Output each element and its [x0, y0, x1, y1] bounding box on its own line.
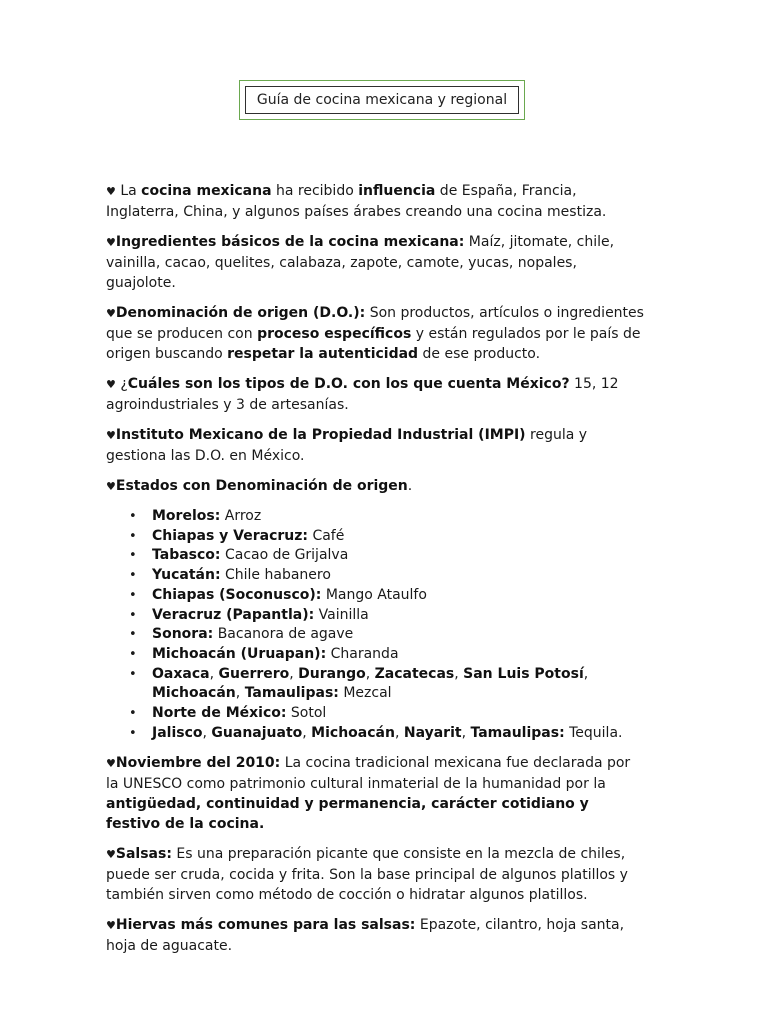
paragraph	[106, 232, 646, 293]
bold-text: antigüedad, continuidad y permanencia, carácter cotidiano y festivo de la cocina.	[106, 796, 589, 833]
list-item	[106, 665, 646, 704]
text: Arroz	[220, 508, 262, 524]
bold-text: Tamaulipas:	[470, 724, 565, 741]
paragraph	[106, 476, 646, 497]
bold-text: Chiapas (Soconusco):	[152, 586, 322, 603]
list-item	[106, 546, 646, 566]
bullet-icon: •	[129, 548, 137, 564]
text: Cacao de Grijalva	[220, 547, 349, 564]
heart-icon: ♥	[106, 919, 116, 933]
bold-text: Morelos:	[152, 508, 221, 524]
text: Epazote, cilantro, hoja santa, hoja de aguacate.	[106, 917, 625, 955]
bold-text: Yucatán:	[152, 567, 221, 584]
bullet-icon: •	[129, 607, 137, 623]
bold-text: Salsas:	[115, 846, 172, 863]
paragraph	[106, 374, 646, 415]
text: ,	[461, 724, 471, 741]
bold-text: Tabasco:	[152, 547, 221, 564]
text: 15, 12 agroindustriales y 3 de artesanías.	[106, 376, 619, 413]
text: ,	[202, 724, 212, 741]
bold-text: Ingredientes básicos de la cocina mexicana:	[115, 234, 465, 250]
list-item	[106, 586, 646, 606]
list-item	[106, 704, 646, 724]
bold-text: Noviembre del 2010:	[115, 755, 281, 772]
heart-icon: ♥	[106, 429, 116, 442]
text: ,	[289, 665, 299, 682]
bold-text: Sonora:	[152, 626, 214, 643]
bold-text: influencia	[358, 183, 436, 199]
paragraph	[106, 181, 646, 222]
text: ,	[583, 665, 589, 682]
text: ,	[365, 665, 375, 682]
bold-text: Denominación de origen (D.O.):	[115, 305, 366, 321]
bold-text: San Luis Potosí	[463, 665, 584, 682]
bold-text: Cuáles son los tipos de D.O. con los que cuenta México?	[127, 376, 570, 392]
text: Vainilla	[314, 606, 369, 623]
text: Chile habanero	[220, 567, 331, 584]
bold-text: Michoacán (Uruapan):	[152, 645, 327, 662]
list-item	[106, 507, 646, 527]
bold-text: Michoacán	[152, 685, 236, 702]
paragraph	[106, 753, 646, 834]
text: ha recibido	[271, 183, 359, 199]
text: de ese producto.	[418, 346, 541, 362]
text: La cocina tradicional mexicana fue declarada por la UNESCO como patrimonio cultural inmaterial de la humanidad por la	[106, 755, 631, 793]
bullet-icon: •	[129, 627, 137, 643]
text: Charanda	[326, 645, 399, 662]
text: Son productos, artículos o ingredientes que se producen con	[106, 305, 644, 342]
text: Bacanora de agave	[213, 626, 354, 643]
closing-paragraphs	[106, 753, 646, 956]
list-item	[106, 724, 646, 744]
bold-text: Hiervas más comunes para las salsas:	[115, 917, 416, 934]
paragraph	[106, 915, 646, 956]
bullet-icon: •	[129, 666, 137, 682]
bold-text: Estados con Denominación de origen	[115, 478, 408, 494]
heart-icon: ♥	[106, 236, 116, 249]
bold-text: Michoacán	[311, 724, 395, 741]
bullet-icon: •	[129, 528, 137, 544]
text: .	[407, 478, 413, 494]
text: y están regulados por le país de origen buscando	[106, 326, 641, 362]
bullet-icon: •	[129, 568, 137, 584]
list-item	[106, 606, 646, 626]
bold-text: Guerrero	[218, 665, 290, 682]
bullet-icon: •	[129, 725, 137, 741]
text: Maíz, jitomate, chile, vainilla, cacao, quelites, calabaza, zapote, camote, yucas, nopales, guajolote.	[106, 234, 615, 291]
text: Sotol	[286, 705, 327, 722]
bold-text: respetar la autenticidad	[227, 346, 419, 362]
text: ,	[394, 724, 404, 741]
paragraph	[106, 844, 646, 905]
list-item	[106, 566, 646, 586]
list-item	[106, 625, 646, 645]
text: Mango Ataulfo	[321, 586, 427, 603]
bold-text: Chiapas y Veracruz:	[152, 527, 308, 544]
bold-text: Instituto Mexicano de la Propiedad Industrial (IMPI)	[115, 427, 526, 443]
bullet-icon: •	[129, 587, 137, 603]
text: Es una preparación picante que consiste en la mezcla de chiles, puede ser cruda, cocida y frita. Son la base principal de algunos platillos y también sirven como método de cocción o hidratar algunos platillos.	[106, 846, 628, 904]
text: Café	[308, 527, 345, 544]
intro-paragraphs	[106, 181, 646, 497]
heart-icon: ♥	[106, 307, 116, 320]
text: La	[120, 183, 142, 199]
text: Mezcal	[338, 685, 392, 702]
list-item	[106, 527, 646, 547]
bold-text: Durango	[298, 665, 366, 682]
text: de España, Francia, Inglaterra, China, y algunos países árabes creando una cocina mestiza.	[106, 183, 607, 220]
text: regula y gestiona las D.O. en México.	[106, 427, 588, 464]
text: ,	[209, 665, 219, 682]
text: Tequila.	[564, 724, 623, 741]
bullet-icon: •	[129, 706, 137, 722]
bullet-icon: •	[129, 646, 137, 662]
heart-icon: ♥	[106, 757, 116, 771]
bold-text: cocina mexicana	[141, 183, 272, 199]
heart-icon: ♥	[106, 185, 116, 198]
bold-text: proceso específicos	[257, 326, 412, 342]
heart-icon: ♥	[106, 848, 116, 862]
bullet-icon: •	[129, 509, 137, 524]
bold-text: Norte de México:	[152, 705, 287, 722]
title-frame	[239, 80, 525, 120]
bold-text: Tamaulipas:	[244, 685, 339, 702]
bold-text: Nayarit	[403, 724, 462, 741]
bold-text: Veracruz (Papantla):	[152, 606, 315, 623]
bold-text: Oaxaca	[152, 665, 210, 682]
bold-text: Guanajuato	[211, 724, 303, 741]
bold-text: Jalisco	[152, 724, 203, 741]
paragraph	[106, 425, 646, 466]
page-title: Guía de cocina mexicana y regional	[245, 86, 519, 114]
text: ,	[302, 724, 312, 741]
heart-icon: ♥	[106, 378, 116, 391]
text: ,	[235, 685, 245, 702]
document-body	[106, 181, 646, 966]
heart-icon: ♥	[106, 480, 116, 493]
list-item	[106, 645, 646, 665]
states-list	[106, 507, 646, 743]
text: ,	[454, 665, 464, 682]
text: ¿	[120, 376, 128, 392]
paragraph	[106, 303, 646, 364]
bold-text: Zacatecas	[374, 665, 455, 682]
